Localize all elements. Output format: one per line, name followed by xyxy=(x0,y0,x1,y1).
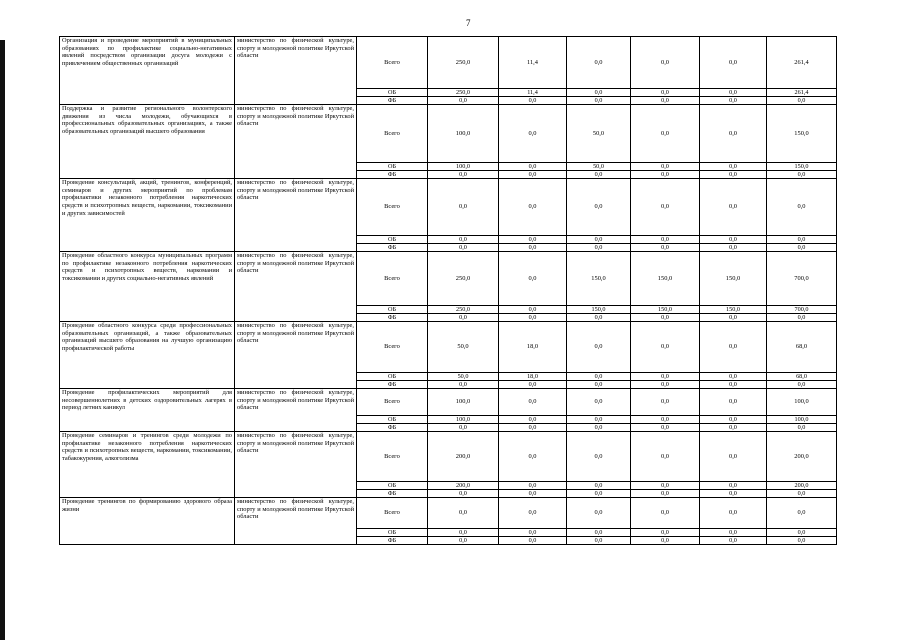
year-value-cell: 0,0 xyxy=(567,529,631,537)
executor-cell: министерство по физической культуре, спорту и молодежной политике Иркутской области xyxy=(235,498,357,545)
year-value-cell: 0,0 xyxy=(567,389,631,416)
year-value-cell: 0,0 xyxy=(428,97,499,105)
year-value-cell: 0,0 xyxy=(700,381,767,389)
total-sum-cell: 700,0 xyxy=(767,306,837,314)
total-sum-cell: 0,0 xyxy=(767,498,837,529)
total-sum-cell: 150,0 xyxy=(767,105,837,163)
source-label-fb: ФБ xyxy=(357,381,428,389)
source-label-total: Всего xyxy=(357,179,428,236)
source-label-total: Всего xyxy=(357,37,428,89)
total-sum-cell: 100,0 xyxy=(767,416,837,424)
year-value-cell: 0,0 xyxy=(428,490,499,498)
year-value-cell: 11,4 xyxy=(499,37,567,89)
year-value-cell: 0,0 xyxy=(428,498,499,529)
year-value-cell: 0,0 xyxy=(428,529,499,537)
year-value-cell: 0,0 xyxy=(499,236,567,244)
year-value-cell: 0,0 xyxy=(428,179,499,236)
source-label-fb: ФБ xyxy=(357,97,428,105)
source-label-ob: ОБ xyxy=(357,373,428,381)
source-label-fb: ФБ xyxy=(357,171,428,179)
year-value-cell: 250,0 xyxy=(428,89,499,97)
year-value-cell: 0,0 xyxy=(700,373,767,381)
table-row xyxy=(60,432,837,482)
year-value-cell: 0,0 xyxy=(567,498,631,529)
year-value-cell: 150,0 xyxy=(700,306,767,314)
total-sum-cell: 0,0 xyxy=(767,179,837,236)
year-value-cell: 100,0 xyxy=(428,105,499,163)
year-value-cell: 0,0 xyxy=(700,490,767,498)
year-value-cell: 0,0 xyxy=(631,322,700,373)
year-value-cell: 0,0 xyxy=(567,373,631,381)
year-value-cell: 0,0 xyxy=(631,163,700,171)
year-value-cell: 0,0 xyxy=(631,89,700,97)
year-value-cell: 0,0 xyxy=(631,37,700,89)
year-value-cell: 0,0 xyxy=(700,314,767,322)
total-sum-cell: 200,0 xyxy=(767,482,837,490)
year-value-cell: 150,0 xyxy=(567,306,631,314)
year-value-cell: 200,0 xyxy=(428,482,499,490)
year-value-cell: 0,0 xyxy=(567,89,631,97)
year-value-cell: 150,0 xyxy=(567,252,631,306)
year-value-cell: 0,0 xyxy=(631,416,700,424)
source-label-fb: ФБ xyxy=(357,537,428,545)
total-sum-cell: 0,0 xyxy=(767,537,837,545)
executor-cell: министерство по физической культуре, спорту и молодежной политике Иркутской области xyxy=(235,37,357,105)
total-sum-cell: 261,4 xyxy=(767,89,837,97)
page-number: 7 xyxy=(466,18,471,28)
year-value-cell: 0,0 xyxy=(499,97,567,105)
year-value-cell: 0,0 xyxy=(567,97,631,105)
activity-description: Проведение консультаций, акций, тренингов, конференций, семинаров и других мероприятий по проблемам профилактики незаконного потребления наркотических средств и психотропных веществ, наркомании, токсикомании и других зависимостей xyxy=(60,179,235,252)
total-sum-cell: 700,0 xyxy=(767,252,837,306)
year-value-cell: 0,0 xyxy=(631,490,700,498)
source-label-ob: ОБ xyxy=(357,416,428,424)
year-value-cell: 0,0 xyxy=(428,537,499,545)
source-label-fb: ФБ xyxy=(357,314,428,322)
year-value-cell: 250,0 xyxy=(428,37,499,89)
total-sum-cell: 68,0 xyxy=(767,373,837,381)
year-value-cell: 0,0 xyxy=(499,537,567,545)
year-value-cell: 0,0 xyxy=(499,529,567,537)
table-row xyxy=(60,105,837,163)
year-value-cell: 0,0 xyxy=(567,322,631,373)
activity-description: Проведение областного конкурса муниципальных программ по профилактике незаконного потребления наркотических средств и психотропных веществ, наркомании и токсикомании и других социально-негативных явлений xyxy=(60,252,235,322)
total-sum-cell: 0,0 xyxy=(767,490,837,498)
total-sum-cell: 0,0 xyxy=(767,171,837,179)
total-sum-cell: 0,0 xyxy=(767,529,837,537)
source-label-total: Всего xyxy=(357,498,428,529)
year-value-cell: 0,0 xyxy=(499,163,567,171)
activity-description: Проведение областного конкурса среди профессиональных образовательных организаций, а также образовательных организаций высшего образования на лучшую организацию профилактической работы xyxy=(60,322,235,389)
activity-description: Проведение профилактических мероприятий для несовершеннолетних в детских оздоровительных лагерях в период летних каникул xyxy=(60,389,235,432)
year-value-cell: 18,0 xyxy=(499,373,567,381)
table-row xyxy=(60,37,837,89)
executor-cell: министерство по физической культуре, спорту и молодежной политике Иркутской области xyxy=(235,179,357,252)
year-value-cell: 50,0 xyxy=(428,373,499,381)
year-value-cell: 0,0 xyxy=(567,236,631,244)
year-value-cell: 50,0 xyxy=(567,105,631,163)
year-value-cell: 0,0 xyxy=(700,529,767,537)
total-sum-cell: 200,0 xyxy=(767,432,837,482)
year-value-cell: 0,0 xyxy=(499,306,567,314)
year-value-cell: 0,0 xyxy=(700,482,767,490)
year-value-cell: 0,0 xyxy=(567,537,631,545)
executor-cell: министерство по физической культуре, спорту и молодежной политике Иркутской области xyxy=(235,432,357,498)
year-value-cell: 18,0 xyxy=(499,322,567,373)
year-value-cell: 0,0 xyxy=(428,424,499,432)
source-label-ob: ОБ xyxy=(357,89,428,97)
source-label-total: Всего xyxy=(357,389,428,416)
source-label-total: Всего xyxy=(357,432,428,482)
year-value-cell: 0,0 xyxy=(428,314,499,322)
table-row xyxy=(60,179,837,236)
year-value-cell: 0,0 xyxy=(567,314,631,322)
year-value-cell: 0,0 xyxy=(700,432,767,482)
year-value-cell: 0,0 xyxy=(631,105,700,163)
total-sum-cell: 0,0 xyxy=(767,97,837,105)
source-label-ob: ОБ xyxy=(357,529,428,537)
year-value-cell: 100,0 xyxy=(428,416,499,424)
year-value-cell: 250,0 xyxy=(428,306,499,314)
total-sum-cell: 0,0 xyxy=(767,314,837,322)
year-value-cell: 0,0 xyxy=(499,424,567,432)
year-value-cell: 0,0 xyxy=(631,389,700,416)
executor-cell: министерство по физической культуре, спорту и молодежной политике Иркутской области xyxy=(235,105,357,179)
year-value-cell: 0,0 xyxy=(631,498,700,529)
total-sum-cell: 150,0 xyxy=(767,163,837,171)
year-value-cell: 0,0 xyxy=(700,179,767,236)
table-row xyxy=(60,389,837,416)
year-value-cell: 0,0 xyxy=(567,432,631,482)
year-value-cell: 0,0 xyxy=(700,244,767,252)
year-value-cell: 200,0 xyxy=(428,432,499,482)
year-value-cell: 0,0 xyxy=(428,381,499,389)
year-value-cell: 0,0 xyxy=(700,171,767,179)
total-sum-cell: 68,0 xyxy=(767,322,837,373)
year-value-cell: 0,0 xyxy=(499,490,567,498)
total-sum-cell: 0,0 xyxy=(767,244,837,252)
year-value-cell: 0,0 xyxy=(700,105,767,163)
executor-cell: министерство по физической культуре, спорту и молодежной политике Иркутской области xyxy=(235,252,357,322)
year-value-cell: 0,0 xyxy=(631,179,700,236)
year-value-cell: 0,0 xyxy=(700,389,767,416)
year-value-cell: 0,0 xyxy=(700,163,767,171)
source-label-total: Всего xyxy=(357,322,428,373)
year-value-cell: 50,0 xyxy=(428,322,499,373)
year-value-cell: 0,0 xyxy=(631,381,700,389)
year-value-cell: 50,0 xyxy=(567,163,631,171)
funding-table xyxy=(59,36,837,545)
year-value-cell: 0,0 xyxy=(631,236,700,244)
year-value-cell: 0,0 xyxy=(631,537,700,545)
total-sum-cell: 100,0 xyxy=(767,389,837,416)
year-value-cell: 0,0 xyxy=(700,236,767,244)
year-value-cell: 250,0 xyxy=(428,252,499,306)
year-value-cell: 150,0 xyxy=(700,252,767,306)
total-sum-cell: 0,0 xyxy=(767,236,837,244)
activity-description: Организация и проведение мероприятий в муниципальных образованиях по профилактике социально-негативных явлений посредством организации досуга молодежи с привлечением общественных организаций xyxy=(60,37,235,105)
year-value-cell: 0,0 xyxy=(567,482,631,490)
table-body xyxy=(60,37,837,545)
executor-cell: министерство по физической культуре, спорту и молодежной политике Иркутской области xyxy=(235,389,357,432)
activity-description: Поддержка и развитие регионального волонтерского движения из числа молодежи, обучающихся в профессиональных образовательных организациях, а также образовательных организаций высшего образования xyxy=(60,105,235,179)
year-value-cell: 0,0 xyxy=(700,37,767,89)
year-value-cell: 0,0 xyxy=(567,179,631,236)
year-value-cell: 0,0 xyxy=(567,244,631,252)
year-value-cell: 100,0 xyxy=(428,389,499,416)
source-label-ob: ОБ xyxy=(357,163,428,171)
year-value-cell: 0,0 xyxy=(499,314,567,322)
activity-description: Проведение семинаров и тренингов среди молодежи по профилактике незаконного потребления наркотических средств и психотропных веществ, наркомании, токсикомании, табакокурения, алкоголизма xyxy=(60,432,235,498)
year-value-cell: 0,0 xyxy=(631,482,700,490)
year-value-cell: 0,0 xyxy=(631,244,700,252)
year-value-cell: 150,0 xyxy=(631,306,700,314)
table-row xyxy=(60,322,837,373)
source-label-ob: ОБ xyxy=(357,482,428,490)
year-value-cell: 0,0 xyxy=(631,529,700,537)
year-value-cell: 0,0 xyxy=(499,432,567,482)
year-value-cell: 100,0 xyxy=(428,163,499,171)
total-sum-cell: 261,4 xyxy=(767,37,837,89)
table-row xyxy=(60,252,837,306)
year-value-cell: 0,0 xyxy=(499,381,567,389)
table-row xyxy=(60,498,837,529)
source-label-total: Всего xyxy=(357,252,428,306)
year-value-cell: 0,0 xyxy=(700,498,767,529)
year-value-cell: 0,0 xyxy=(567,37,631,89)
year-value-cell: 0,0 xyxy=(428,171,499,179)
year-value-cell: 0,0 xyxy=(700,89,767,97)
year-value-cell: 0,0 xyxy=(499,244,567,252)
scan-edge-bar xyxy=(0,40,5,640)
source-label-total: Всего xyxy=(357,105,428,163)
year-value-cell: 0,0 xyxy=(631,97,700,105)
year-value-cell: 0,0 xyxy=(428,236,499,244)
year-value-cell: 0,0 xyxy=(567,416,631,424)
year-value-cell: 0,0 xyxy=(499,179,567,236)
source-label-fb: ФБ xyxy=(357,490,428,498)
total-sum-cell: 0,0 xyxy=(767,381,837,389)
source-label-ob: ОБ xyxy=(357,236,428,244)
year-value-cell: 0,0 xyxy=(631,432,700,482)
executor-cell: министерство по физической культуре, спорту и молодежной политике Иркутской области xyxy=(235,322,357,389)
year-value-cell: 0,0 xyxy=(631,314,700,322)
source-label-fb: ФБ xyxy=(357,244,428,252)
year-value-cell: 0,0 xyxy=(631,424,700,432)
source-label-ob: ОБ xyxy=(357,306,428,314)
year-value-cell: 0,0 xyxy=(567,171,631,179)
year-value-cell: 0,0 xyxy=(700,537,767,545)
year-value-cell: 0,0 xyxy=(499,482,567,490)
year-value-cell: 0,0 xyxy=(700,97,767,105)
year-value-cell: 0,0 xyxy=(567,381,631,389)
activity-description: Проведение тренингов по формированию здорового образа жизни xyxy=(60,498,235,545)
year-value-cell: 0,0 xyxy=(499,252,567,306)
year-value-cell: 0,0 xyxy=(567,424,631,432)
year-value-cell: 0,0 xyxy=(700,322,767,373)
year-value-cell: 11,4 xyxy=(499,89,567,97)
total-sum-cell: 0,0 xyxy=(767,424,837,432)
year-value-cell: 0,0 xyxy=(631,171,700,179)
year-value-cell: 0,0 xyxy=(567,490,631,498)
year-value-cell: 0,0 xyxy=(499,389,567,416)
year-value-cell: 0,0 xyxy=(700,424,767,432)
year-value-cell: 0,0 xyxy=(428,244,499,252)
year-value-cell: 150,0 xyxy=(631,252,700,306)
year-value-cell: 0,0 xyxy=(700,416,767,424)
year-value-cell: 0,0 xyxy=(499,498,567,529)
year-value-cell: 0,0 xyxy=(499,105,567,163)
source-label-fb: ФБ xyxy=(357,424,428,432)
year-value-cell: 0,0 xyxy=(499,416,567,424)
year-value-cell: 0,0 xyxy=(631,373,700,381)
year-value-cell: 0,0 xyxy=(499,171,567,179)
